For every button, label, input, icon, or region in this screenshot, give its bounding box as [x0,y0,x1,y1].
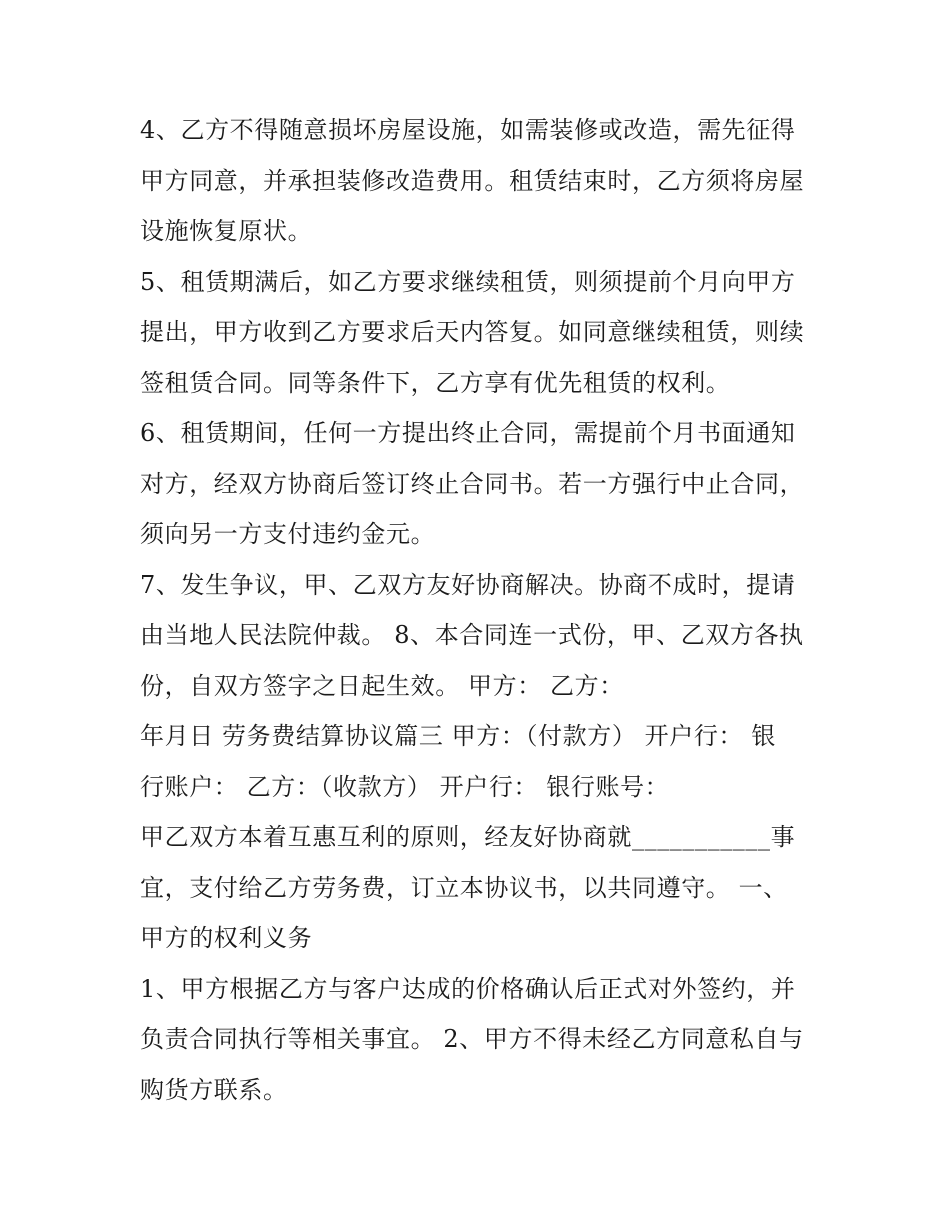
text-line: 份，自双方签字之日起生效。 甲方： 乙方： [140,672,624,700]
text-line: 设施恢复原状。 [140,217,313,245]
text-line: 甲方同意，并承担装修改造费用。租赁结束时，乙方须将房屋 [140,167,805,195]
text-line: 宜，支付给乙方劳务费，订立本协议书，以共同遵守。 一、 [140,874,788,902]
text-line: 购货方联系。 [140,1076,288,1104]
text-line: 负责合同执行等相关事宜。 2、甲方不得未经乙方同意私自与 [140,1025,804,1053]
text-line: 6、租赁期间，任何一方提出终止合同，需提前个月书面通知 [140,419,796,447]
text-line: 甲乙双方本着互惠互利的原则，经友好协商就___________事 [140,823,796,851]
text-line: 5、租赁期满后，如乙方要求继续租赁，则须提前个月向甲方 [140,268,796,296]
text-line: 7、发生争议，甲、乙双方友好协商解决。协商不成时，提请 [140,571,796,599]
text-line: 由当地人民法院仲裁。 8、本合同连一式份，甲、乙双方各执 [140,621,804,649]
text-line: 提出，甲方收到乙方要求后天内答复。如同意继续租赁，则续 [140,318,805,346]
text-line: 年月日 劳务费结算协议篇三 甲方：（付款方） 开户行： 银 [140,722,776,750]
text-line: 甲方的权利义务 [140,924,313,952]
text-line: 4、乙方不得随意损坏房屋设施，如需装修或改造，需先征得 [140,116,796,144]
text-line: 签租赁合同。同等条件下，乙方享有优先租赁的权利。 [140,369,731,397]
text-line: 须向另一方支付违约金元。 [140,520,436,548]
text-line: 行账户： 乙方：（收款方） 开户行： 银行账号： [140,773,670,801]
text-line: 对方，经双方协商后签订终止合同书。若一方强行中止合同， [140,470,805,498]
text-line: 1、甲方根据乙方与客户达成的价格确认后正式对外签约，并 [140,975,796,1003]
